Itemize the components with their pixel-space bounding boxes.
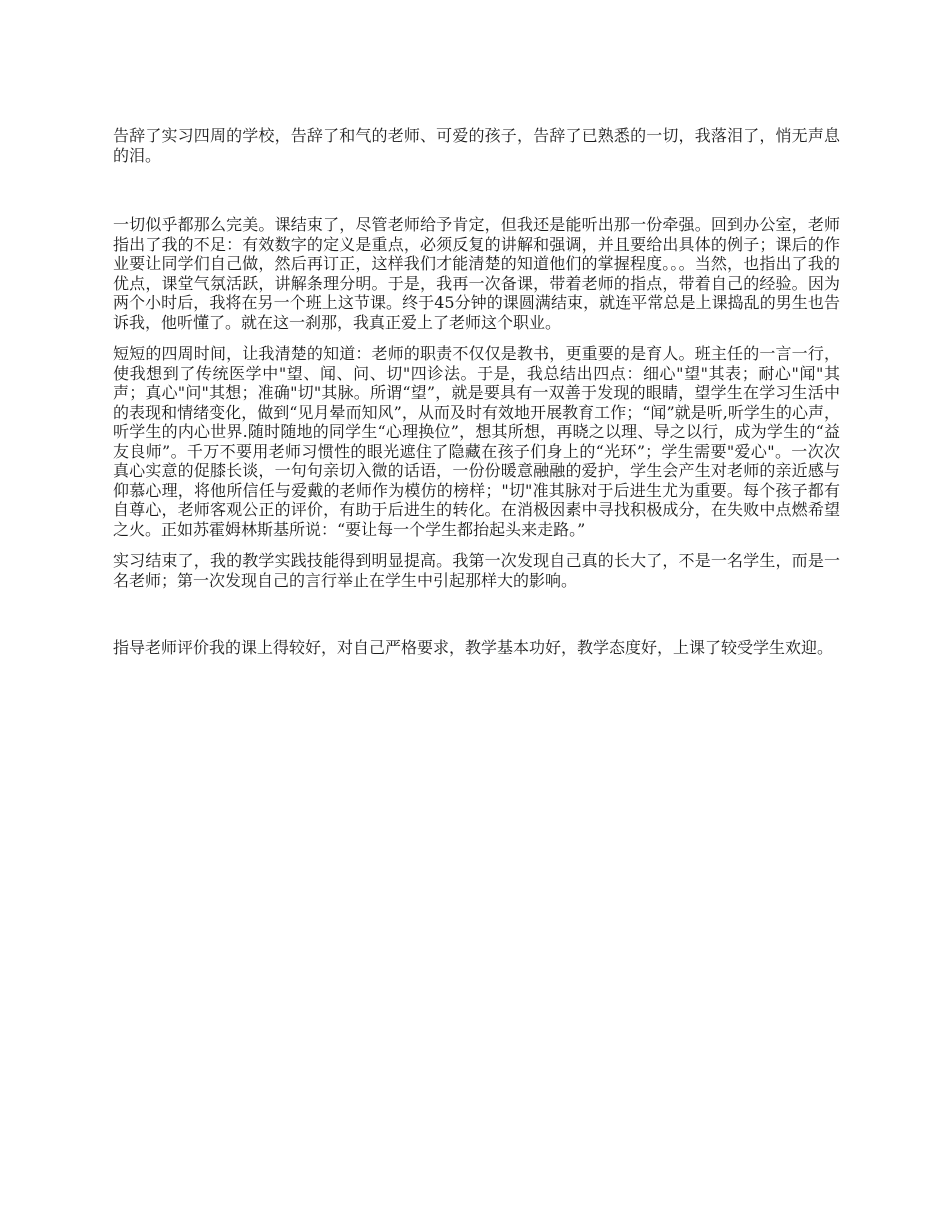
paragraph-spacer [113,590,840,638]
paragraph-farewell: 告辞了实习四周的学校，告辞了和气的老师、可爱的孩子，告辞了已熟悉的一切，我落泪了，悄无声息的泪。 [113,126,840,165]
paragraph-teaching-reflection: 短短的四周时间，让我清楚的知道：老师的职责不仅仅是教书，更重要的是育人。班主任的一言一行，使我想到了传统医学中"望、闻、问、切"四诊法。于是，我总结出四点：细心"望"其表；耐心"闻"其声；真心"问"其想；准确"切"其脉。所谓“望”，就是要具有一双善于发现的眼睛，望学生在学习生活中的表现和情绪变化，做到“见月晕而知风”，从而及时有效地开展教育工作；“闻”就是听,听学生的心声，听学生的内心世界.随时随地的同学生“心理换位”，想其所想，再晓之以理、导之以行，成为学生的“益友良师”。千万不要用老师习惯性的眼光遮住了隐藏在孩子们身上的“光环”；学生需要"爱心"。一次次真心实意的促膝长谈，一句句亲切入微的话语，一份份暖意融融的爱护，学生会产生对老师的亲近感与仰慕心理，将他所信任与爱戴的老师作为模仿的榜样；"切"准其脉对于后进生尤为重要。每个孩子都有自尊心，老师客观公正的评价，有助于后进生的转化。在消极因素中寻找积极成分，在失败中点燃希望之火。正如苏霍姆林斯基所说：“要让每一个学生都抬起头来走路。” [113,344,840,539]
paragraph-spacer [113,539,840,551]
paragraph-internship-summary: 实习结束了，我的教学实践技能得到明显提高。我第一次发现自己真的长大了，不是一名学生，而是一名老师；第一次发现自己的言行举止在学生中引起那样大的影响。 [113,551,840,590]
paragraph-spacer [113,165,840,215]
paragraph-spacer [113,332,840,344]
paragraph-lesson-feedback: 一切似乎都那么完美。课结束了，尽管老师给予肯定，但我还是能听出那一份牵强。回到办公室，老师指出了我的不足：有效数字的定义是重点，必须反复的讲解和强调，并且要给出具体的例子；课后的作业要让同学们自己做，然后再订正，这样我们才能清楚的知道他们的掌握程度。。。当然，也指出了我的优点，课堂气氛活跃，讲解条理分明。于是，我再一次备课，带着老师的指点，带着自己的经验。因为两个小时后，我将在另一个班上这节课。终于45分钟的课圆满结束，就连平常总是上课捣乱的男生也告诉我，他听懂了。就在这一刹那，我真正爱上了老师这个职业。 [113,215,840,332]
paragraph-supervisor-evaluation: 指导老师评价我的课上得较好，对自己严格要求，教学基本功好，教学态度好，上课了较受学生欢迎。 [113,638,834,657]
document-body [113,126,840,658]
